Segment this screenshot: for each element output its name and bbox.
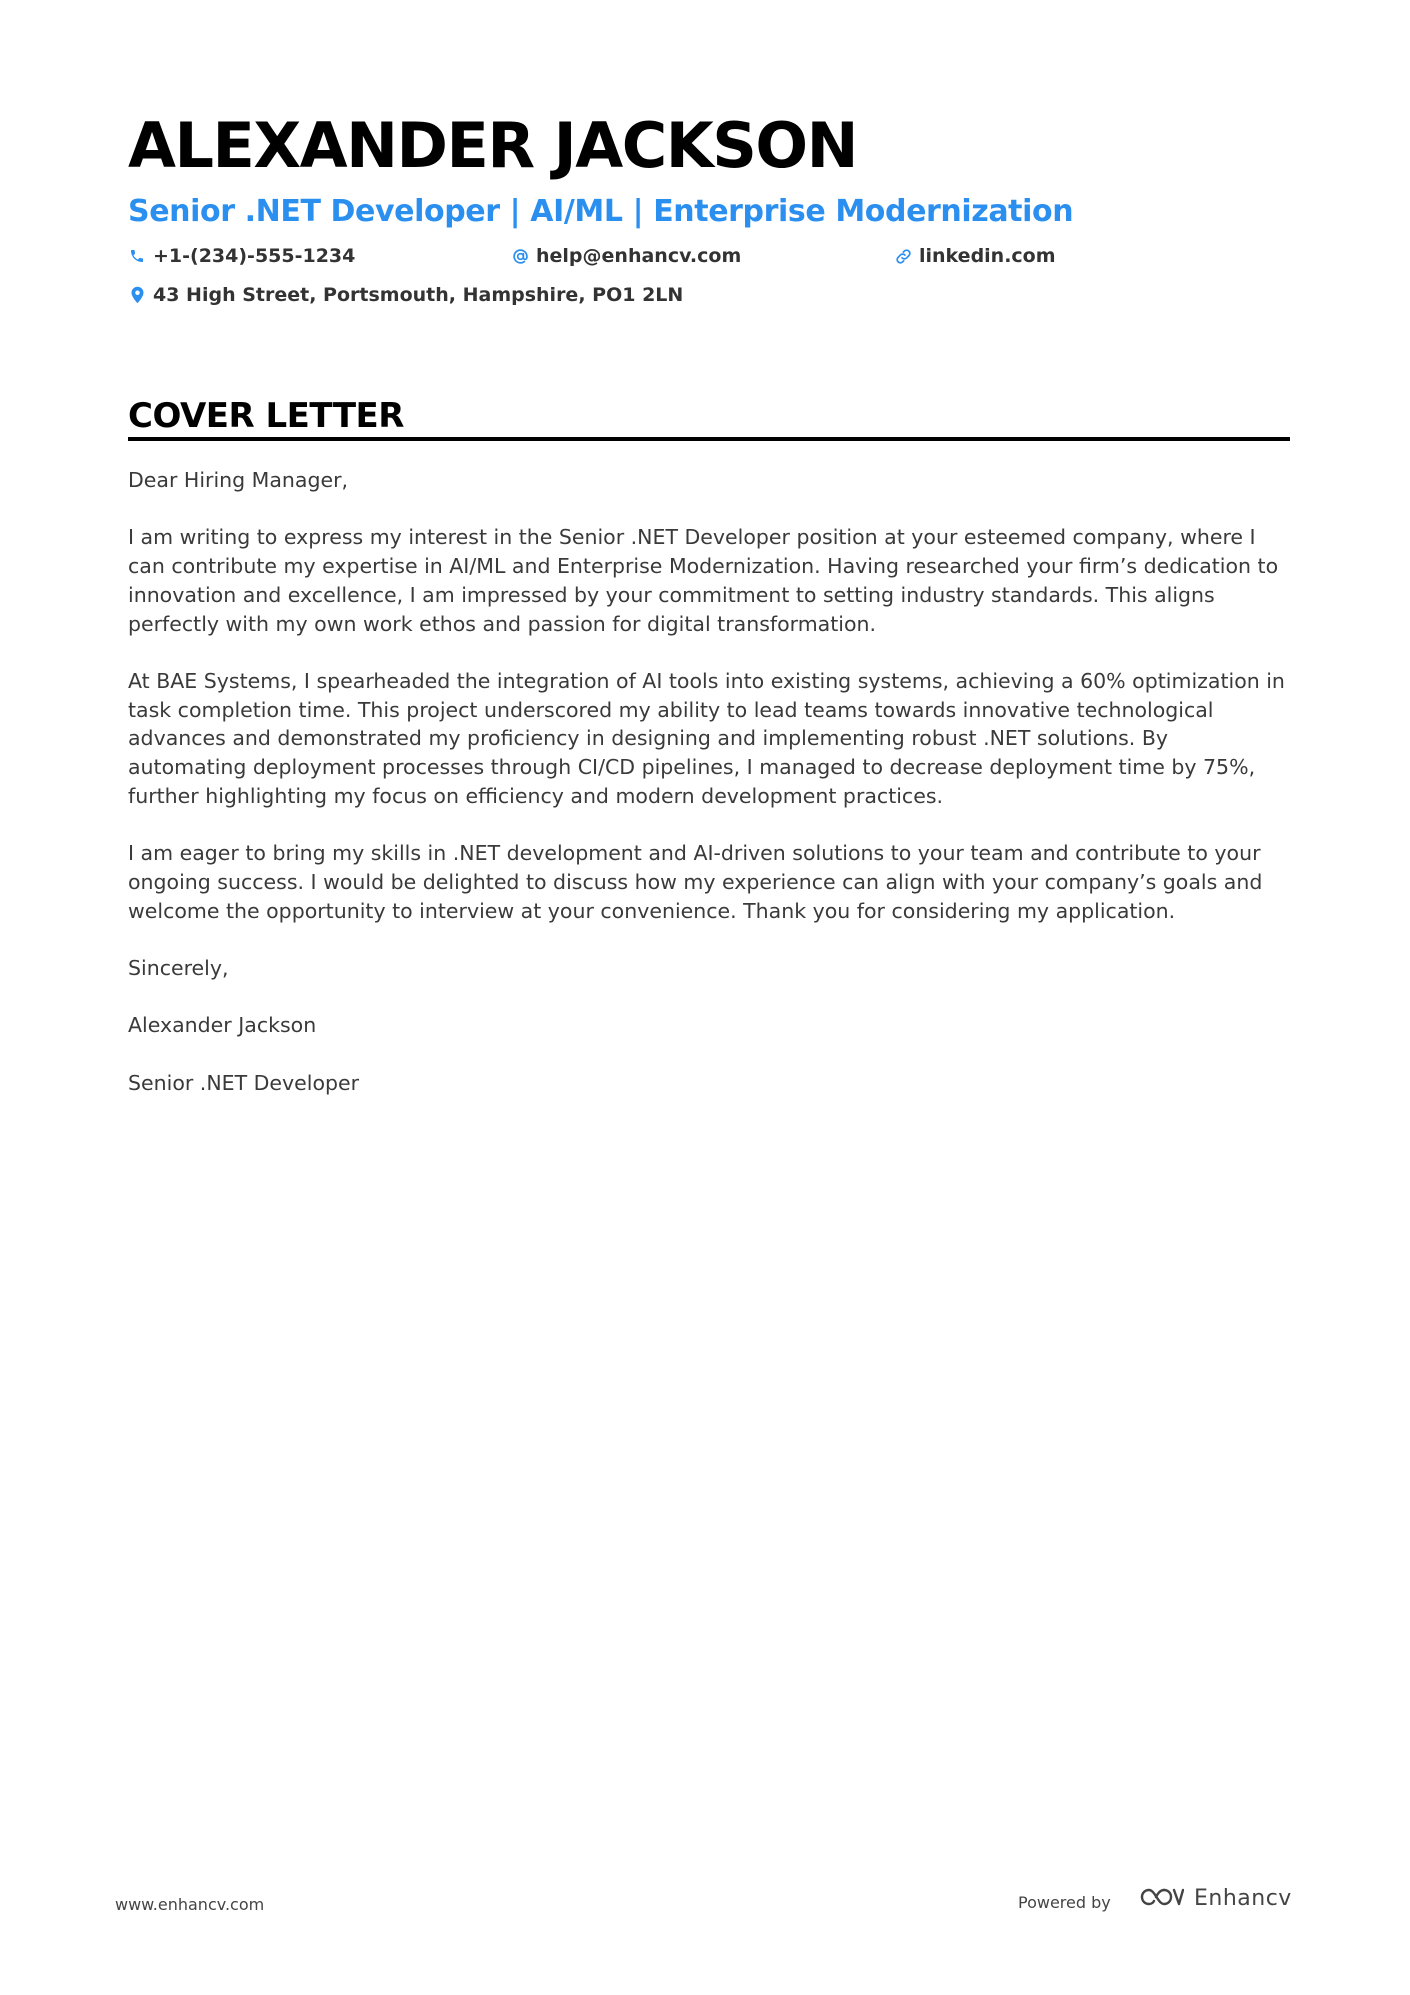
- signature-name: Alexander Jackson: [128, 1013, 317, 1038]
- contact-linkedin-text: linkedin.com: [919, 245, 1056, 267]
- link-icon: [894, 247, 912, 265]
- signature-title: Senior .NET Developer: [128, 1070, 360, 1095]
- contact-phone[interactable]: [128, 242, 355, 270]
- location-pin-icon: [128, 286, 146, 304]
- letter-paragraph: I am eager to bring my skills in .NET development and AI-driven solutions to your team and contribute to your ongoing success. I would be delighted to discuss how my experience can align with your company’s goals and welcome the opportunity to interview at your convenience. Thank you for considering my application.: [128, 841, 1263, 923]
- candidate-headline: Senior .NET Developer | AI/ML | Enterprise Modernization: [128, 194, 1074, 229]
- letter-greeting: Dear Hiring Manager,: [128, 468, 349, 492]
- contact-linkedin[interactable]: [894, 242, 1056, 270]
- footer-url[interactable]: www.enhancv.com: [115, 1895, 265, 1914]
- phone-icon: [128, 247, 146, 265]
- brand-name: Enhancv: [1194, 1886, 1292, 1911]
- contact-email-text: help@enhancv.com: [536, 245, 742, 267]
- contact-location-text: 43 High Street, Portsmouth, Hampshire, PO1 2LN: [153, 284, 684, 306]
- section-divider: [128, 437, 1290, 441]
- contact-location: [128, 281, 683, 309]
- section-title: COVER LETTER: [128, 396, 404, 436]
- letter-body: [128, 466, 1290, 1126]
- at-icon: [511, 247, 529, 265]
- letter-paragraph: I am writing to express my interest in the Senior .NET Developer position at your esteemed company, where I can contribute my expertise in AI/ML and Enterprise Modernization. Having researched your firm’s dedication to innovation and excellence, I am impressed by your commitment to setting industry standards. This aligns perfectly with my own work ethos and passion for digital transformation.: [128, 525, 1279, 636]
- enhancv-logo-icon: [1138, 1885, 1184, 1914]
- candidate-name: ALEXANDER JACKSON: [128, 109, 858, 182]
- letter-closing: Sincerely,: [128, 955, 229, 980]
- contact-phone-text: +1-(234)-555-1234: [153, 245, 356, 267]
- letter-paragraph: At BAE Systems, I spearheaded the integration of AI tools into existing systems, achieving a 60% optimization in task completion time. This project underscored my ability to lead teams towards innovative technological advances and demonstrated my proficiency in designing and implementing robust .NET solutions. By automating deployment processes through CI/CD pipelines, I managed to decrease deployment time by 75%, further highlighting my focus on efficiency and modern development practices.: [128, 668, 1285, 808]
- brand-logo[interactable]: [1138, 1884, 1292, 1914]
- contact-email[interactable]: [511, 242, 741, 270]
- powered-by-label: Powered by: [1018, 1893, 1111, 1912]
